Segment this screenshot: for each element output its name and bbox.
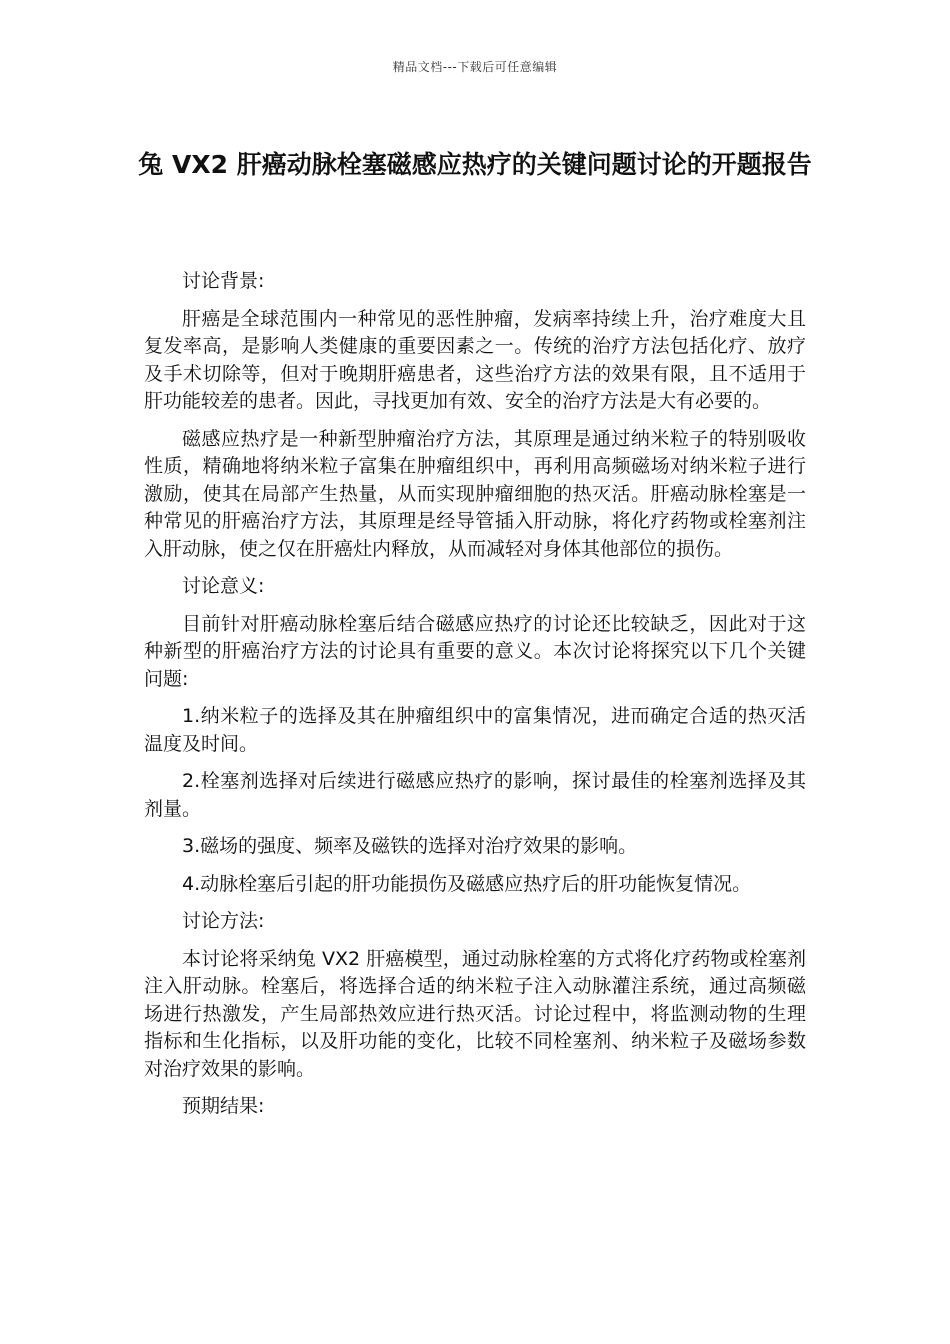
list-item-2: 2.栓塞剂选择对后续进行磁感应热疗的影响，探讨最佳的栓塞剂选择及其剂量。 [144, 770, 806, 820]
paragraph-methods: 本讨论将采纳兔 VX2 肝癌模型，通过动脉栓塞的方式将化疗药物或栓塞剂注入肝动脉。栓塞后，将选择合适的纳米粒子注入动脉灌注系统，通过高频磁场进行热激发，产生局部热效应进行热灭活。讨论过程中，将监测动物的生理指标和生化指标，以及肝功能的变化，比较不同栓塞剂、纳米粒子及磁场参数对治疗效果的影响。 [144, 947, 806, 1080]
section-heading-expected-results: 预期结果: [182, 1095, 265, 1117]
list-item-4: 4.动脉栓塞后引起的肝功能损伤及磁感应热疗后的肝功能恢复情况。 [182, 872, 752, 895]
document-body [144, 268, 806, 1131]
page-header: 精品文档---下载后可任意编辑 [392, 60, 558, 74]
paragraph-background-2: 磁感应热疗是一种新型肿瘤治疗方法，其原理是通过纳米粒子的特别吸收性质，精确地将纳米粒子富集在肿瘤组织中，再利用高频磁场对纳米粒子进行激励，使其在局部产生热量，从而实现肿瘤细胞的热灭活。肝癌动脉栓塞是一种常见的肝癌治疗方法，其原理是经导管插入肝动脉，将化疗药物或栓塞剂注入肝动脉，使之仅在肝癌灶内释放，从而减轻对身体其他部位的损伤。 [144, 427, 806, 560]
list-item-1: 1.纳米粒子的选择及其在肿瘤组织中的富集情况，进而确定合适的热灭活温度及时间。 [144, 705, 806, 755]
paragraph-background-1: 肝癌是全球范围内一种常见的恶性肿瘤，发病率持续上升，治疗难度大且复发率高，是影响人类健康的重要因素之一。传统的治疗方法包括化疗、放疗及手术切除等，但对于晚期肝癌患者，这些治疗方法的效果有限，且不适用于肝功能较差的患者。因此，寻找更加有效、安全的治疗方法是大有必要的。 [144, 307, 806, 412]
paragraph-significance: 目前针对肝癌动脉栓塞后结合磁感应热疗的讨论还比较缺乏，因此对于这种新型的肝癌治疗方法的讨论具有重要的意义。本次讨论将探究以下几个关键问题: [144, 612, 806, 690]
document-title: 兔 VX2 肝癌动脉栓塞磁感应热疗的关键问题讨论的开题报告 [138, 150, 812, 179]
section-heading-significance: 讨论意义: [182, 575, 265, 597]
section-heading-background: 讨论背景: [182, 270, 265, 292]
list-item-3: 3.磁场的强度、频率及磁铁的选择对治疗效果的影响。 [182, 835, 638, 857]
section-heading-methods: 讨论方法: [182, 910, 265, 932]
